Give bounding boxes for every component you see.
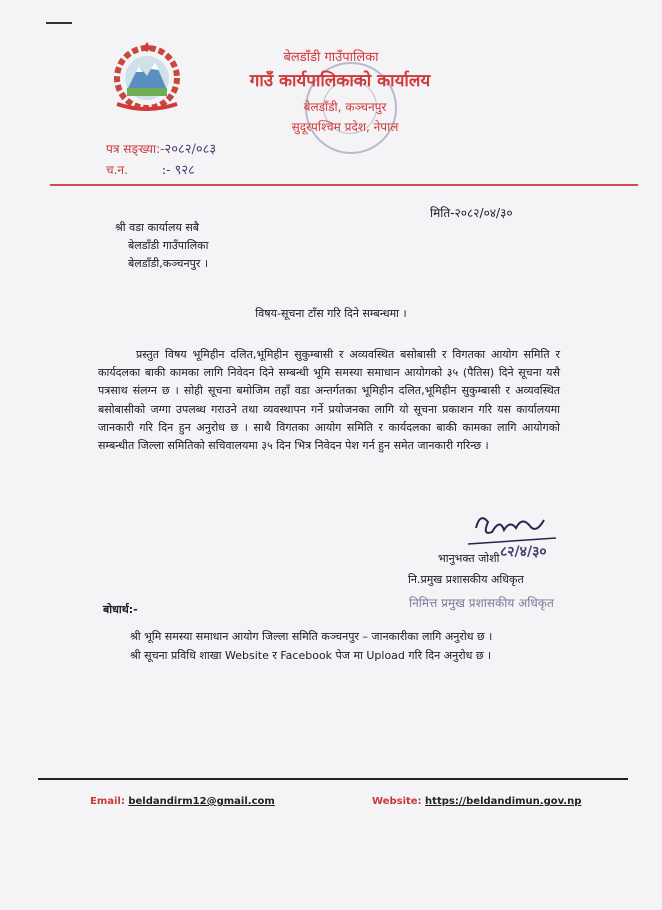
header-divider xyxy=(50,184,638,186)
office-name: गाउँ कार्यपालिकाको कार्यालय xyxy=(249,71,431,91)
letter-date: मिति-२०८२/०४/३० xyxy=(430,206,513,220)
recipient-line-2: बेलडाँडी गाउँपालिका xyxy=(128,239,209,252)
office-location: बेलडाँडी, कञ्चनपुर xyxy=(303,100,387,114)
top-margin-mark xyxy=(46,22,72,24)
letter-number-value: २०८२/०८३ xyxy=(164,142,217,157)
letter-number-label: पत्र सङ्ख्या:- xyxy=(106,142,165,156)
letter-subject: विषय-सूचना टाँस गरि दिने सम्बन्धमा । xyxy=(255,307,407,320)
signatory-name: भानुभक्त जोशी xyxy=(438,552,500,565)
province-name: सुदूरपश्चिम प्रदेश, नेपाल xyxy=(291,120,399,134)
letter-number xyxy=(106,139,216,157)
footer-divider xyxy=(38,778,628,780)
footer-website xyxy=(372,796,581,807)
signatory-title: नि.प्रमुख प्रशासकीय अधिकृत xyxy=(408,573,524,586)
municipality-name: बेलडाँडी गाउँपालिका xyxy=(283,50,379,65)
dispatch-number-value: :- ९२८ xyxy=(161,163,195,178)
signature-date: ८२/४/३० xyxy=(500,544,547,560)
signatory-stamp: निमित्त प्रमुख प्रशासकीय अधिकृत xyxy=(409,596,554,610)
letter-body: प्रस्तुत विषय भूमिहीन दलित,भूमिहीन सुकुम्बासी र अव्यवस्थित बसोबासी र विगतका आयोग समिति र कार्यदलका बाकी कामका लागि निवेदन दिने सम्बन्धी भूमि समस्या समाधान आयोगको ३५ (पैतिस) दिने सूचना यसै पत्रसाथ संलग्न छ । सोही सूचना बमोजिम तहाँ वडा अन्तर्गतका भूमिहीन दलित,भूमिहीन सुकुम्बासी र अव्यवस्थित बसोबासीको जग्गा उपलब्ध गराउने तथा व्यवस्थापन गर्ने प्रयोजनका लागि यो सूचना प्रकाशन गरि यस कार्यालयमा जानकारी गरि दिन हुन अनुरोध छ । साथै विगतका आयोग समिति र कार्यदलका बाकी कामका लागि आयोगको सम्बन्धीत जिल्ला समितिको सचिवालयमा ३५ दिन भित्र निवेदन पेश गर्न हुन समेत जानकारी गरिन्छ । xyxy=(98,348,560,453)
cc-item: श्री सूचना प्रविधि शाखा Website र Facebook पेज मा Upload गरि दिन अनुरोध छ । xyxy=(130,649,492,662)
footer-email xyxy=(90,796,275,807)
dispatch-number-label: च.न. xyxy=(106,163,128,177)
email-link[interactable]: beldandirm12@gmail.com xyxy=(128,796,275,807)
recipient-line-1: श्री वडा कार्यालय सबै xyxy=(115,221,200,234)
email-label: Email: xyxy=(90,796,125,807)
recipient-line-3: बेलडाँडी,कञ्चनपुर । xyxy=(128,257,209,270)
cc-item: श्री भूमि समस्या समाधान आयोग जिल्ला समिति कञ्चनपुर – जानकारीका लागि अनुरोध छ । xyxy=(130,630,493,643)
cc-label: बोधार्थ:- xyxy=(103,603,138,616)
dispatch-number xyxy=(106,160,195,178)
website-link[interactable]: https://beldandimun.gov.np xyxy=(425,796,582,807)
website-label: Website: xyxy=(372,796,422,807)
